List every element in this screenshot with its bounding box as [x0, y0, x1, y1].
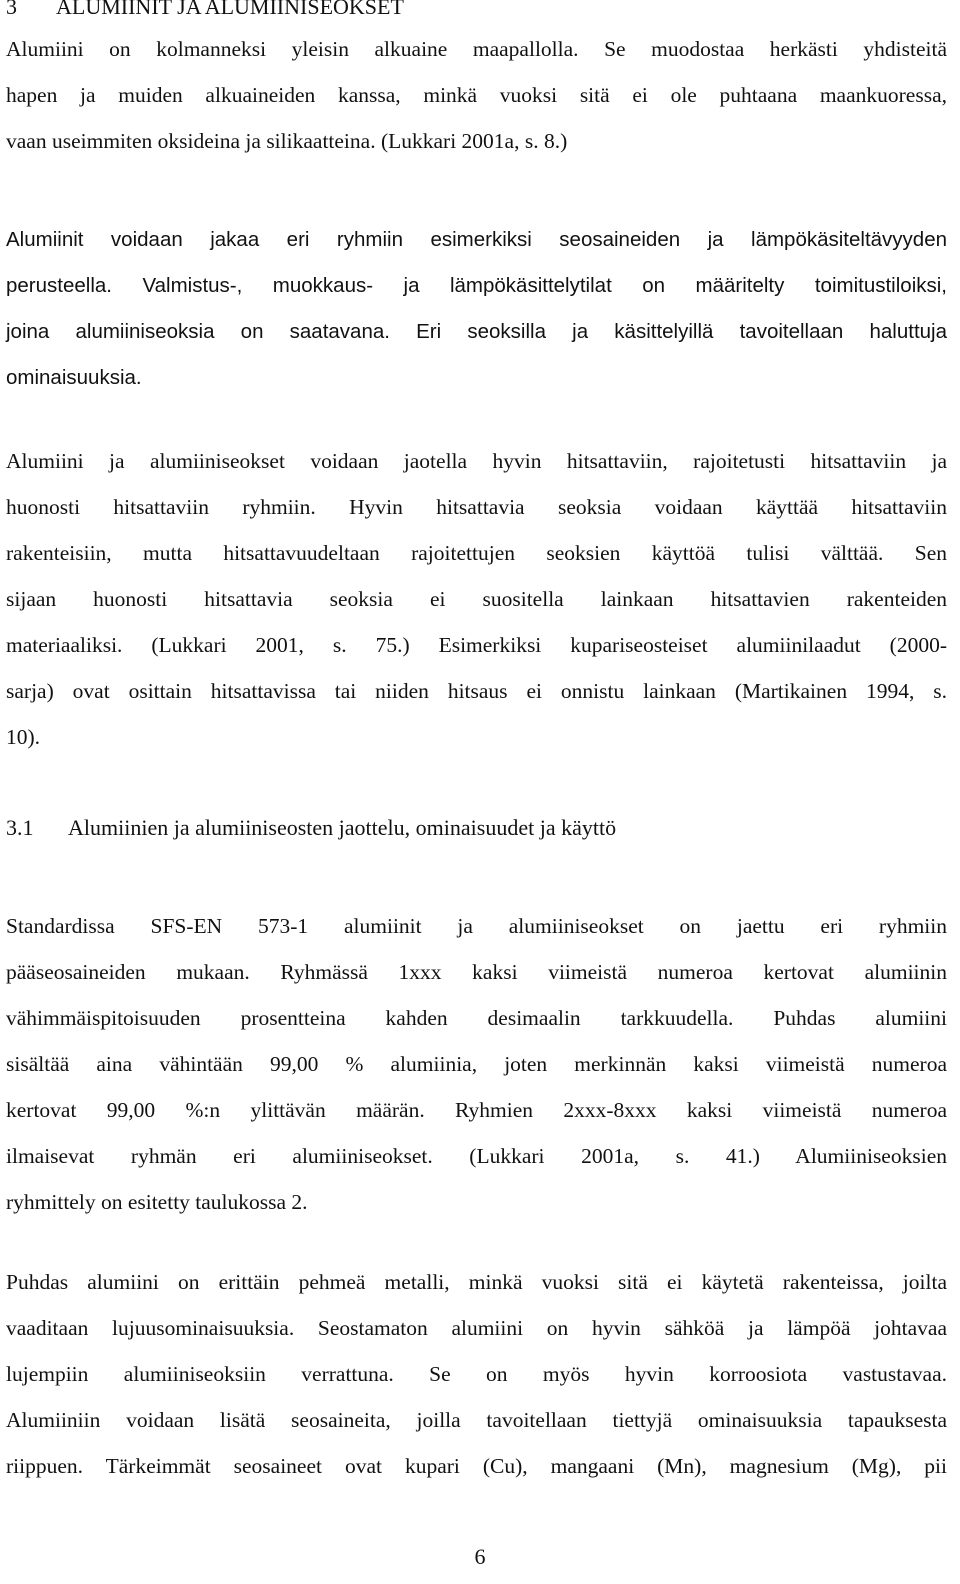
text-line: riippuen. Tärkeimmät seosaineet ovat kupari (Cu), mangaani (Mn), magnesium (Mg), pii	[6, 1454, 947, 1478]
text-line: huonosti hitsattaviin ryhmiin. Hyvin hitsattavia seoksia voidaan käyttää hitsattaviin	[6, 495, 947, 519]
chapter-number: 3	[6, 0, 17, 19]
text-line: Alumiini on kolmanneksi yleisin alkuaine maapallolla. Se muodostaa herkästi yhdisteitä	[6, 37, 947, 61]
text-line: sijaan huonosti hitsattavia seoksia ei suositella lainkaan hitsattavien rakenteiden	[6, 587, 947, 611]
text-line: joina alumiiniseoksia on saatavana. Eri seoksilla ja käsittelyillä tavoitellaan haluttuja	[6, 320, 947, 343]
text-line: vaaditaan lujuusominaisuuksia. Seostamaton alumiini on hyvin sähköä ja lämpöä johtavaa	[6, 1316, 947, 1340]
text-line: 10).	[6, 725, 41, 749]
chapter-heading	[6, 0, 404, 20]
text-line: materiaaliksi. (Lukkari 2001, s. 75.) Esimerkiksi kupariseosteiset alumiinilaadut (2000-	[6, 633, 947, 657]
text-line: Standardissa SFS-EN 573-1 alumiinit ja alumiiniseokset on jaettu eri ryhmiin	[6, 914, 947, 938]
text-line: Puhdas alumiini on erittäin pehmeä metalli, minkä vuoksi sitä ei käytetä rakenteissa, joilta	[6, 1270, 947, 1294]
text-line: ilmaisevat ryhmän eri alumiiniseokset. (Lukkari 2001a, s. 41.) Alumiiniseoksien	[6, 1144, 947, 1168]
text-line: kertovat 99,00 %:n ylittävän määrän. Ryhmien 2xxx-8xxx kaksi viimeistä numeroa	[6, 1098, 947, 1122]
text-line: Alumiinit voidaan jakaa eri ryhmiin esimerkiksi seosaineiden ja lämpökäsiteltävyyden	[6, 228, 947, 251]
section-heading	[6, 815, 616, 841]
section-number: 3.1	[6, 815, 34, 840]
page-number: 6	[474, 1544, 486, 1569]
text-line: vaan useimmiten oksideina ja silikaatteina. (Lukkari 2001a, s. 8.)	[6, 129, 568, 153]
text-line: lujempiin alumiiniseoksiin verrattuna. Se on myös hyvin korroosiota vastustavaa.	[6, 1362, 947, 1386]
chapter-title: ALUMIINIT JA ALUMIINISEOKSET	[56, 0, 404, 19]
text-line: pääseosaineiden mukaan. Ryhmässä 1xxx kaksi viimeistä numeroa kertovat alumiinin	[6, 960, 947, 984]
text-line: Alumiini ja alumiiniseokset voidaan jaotella hyvin hitsattaviin, rajoitetusti hitsattaviin ja	[6, 449, 947, 473]
text-line: ominaisuuksia.	[6, 366, 142, 389]
text-line: vähimmäispitoisuuden prosentteina kahden desimaalin tarkkuudella. Puhdas alumiini	[6, 1006, 947, 1030]
text-line: sisältää aina vähintään 99,00 % alumiinia, joten merkinnän kaksi viimeistä numeroa	[6, 1052, 947, 1076]
section-title: Alumiinien ja alumiiniseosten jaottelu, ominaisuudet ja käyttö	[68, 815, 617, 840]
text-line: hapen ja muiden alkuaineiden kanssa, minkä vuoksi sitä ei ole puhtaana maankuoressa,	[6, 83, 947, 107]
text-line: sarja) ovat osittain hitsattavissa tai niiden hitsaus ei onnistu lainkaan (Martikainen 1994, s.	[6, 679, 947, 703]
text-line: perusteella. Valmistus-, muokkaus- ja lämpökäsittelytilat on määritelty toimitustiloiksi,	[6, 274, 947, 297]
text-line: Alumiiniin voidaan lisätä seosaineita, joilla tavoitellaan tiettyjä ominaisuuksia tapauksesta	[6, 1408, 947, 1432]
text-line: ryhmittely on esitetty taulukossa 2.	[6, 1190, 308, 1214]
text-line: rakenteisiin, mutta hitsattavuudeltaan rajoitettujen seoksien käyttöä tulisi välttää. Sen	[6, 541, 947, 565]
